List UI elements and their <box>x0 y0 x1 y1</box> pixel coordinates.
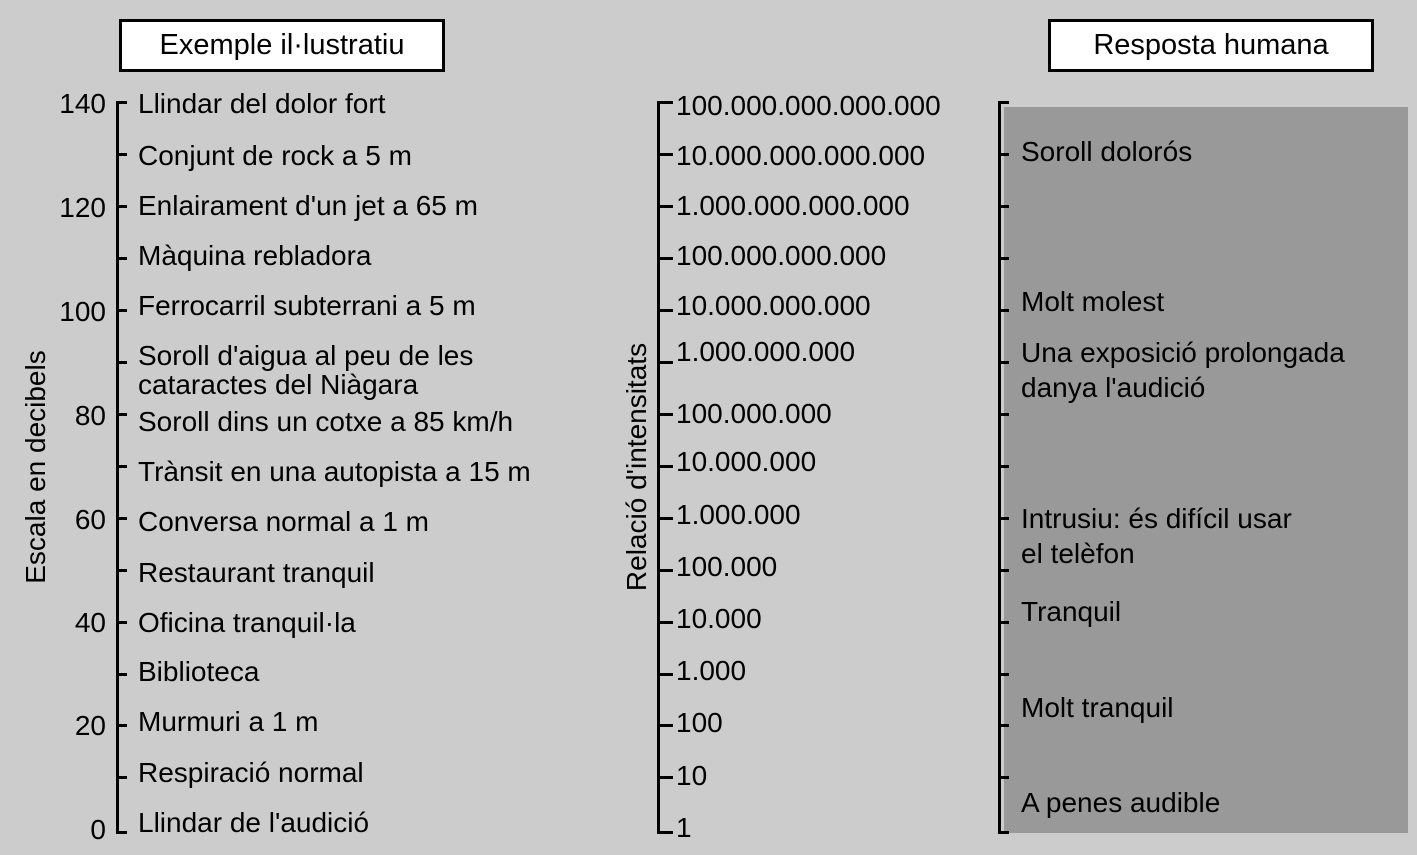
response-tick <box>998 101 1009 104</box>
intensity-label: 100.000.000.000 <box>676 240 887 271</box>
intensity-label: 10.000.000 <box>676 446 817 477</box>
decibel-label: 0 <box>90 814 106 845</box>
response-label: el telèfon <box>1021 538 1135 569</box>
intensity-tick <box>657 831 673 834</box>
intensity-label: 10 <box>676 760 708 791</box>
decibel-label: 140 <box>59 88 106 119</box>
decibel-tick <box>116 776 127 779</box>
intensity-label: 1.000.000.000 <box>676 336 856 367</box>
decibel-label: 40 <box>74 607 106 638</box>
intensity-tick <box>657 257 673 260</box>
example-label: Llindar de l'audició <box>138 807 370 838</box>
response-label: danya l'audició <box>1021 372 1206 403</box>
intensity-label: 100.000.000.000.000 <box>676 90 941 121</box>
response-label: Una exposició prolongada <box>1021 337 1345 368</box>
intensity-label: 100.000.000 <box>676 398 832 429</box>
example-label: Restaurant tranquil <box>138 557 375 588</box>
example-header: Exemple il·lustratiu <box>119 19 445 72</box>
response-tick <box>998 361 1009 364</box>
decibel-tick <box>116 413 127 416</box>
example-label: Llindar del dolor fort <box>138 88 386 119</box>
decibel-tick <box>116 465 127 468</box>
decibel-axis-title: Escala en decibels <box>20 350 51 584</box>
example-label: Soroll dins un cotxe a 85 km/h <box>138 406 514 437</box>
example-label: Murmuri a 1 m <box>138 706 319 737</box>
intensity-label: 1.000.000.000.000 <box>676 190 910 221</box>
intensity-label: 1.000.000 <box>676 499 801 530</box>
intensity-tick <box>657 361 673 364</box>
example-label: Oficina tranquil·la <box>138 607 356 638</box>
decibel-label: 80 <box>74 400 106 431</box>
response-tick <box>998 205 1009 208</box>
example-label: Enlairament d'un jet a 65 m <box>138 190 478 221</box>
example-label: Soroll d'aigua al peu de les <box>138 340 474 371</box>
intensity-tick <box>657 776 673 779</box>
decibel-tick <box>116 724 127 727</box>
response-label: Soroll dolorós <box>1021 136 1193 167</box>
response-tick <box>998 621 1009 624</box>
decibel-tick <box>116 205 127 208</box>
decibel-tick <box>116 569 127 572</box>
decibel-tick <box>116 101 127 104</box>
intensity-axis-title: Relació d'intensitats <box>621 342 652 592</box>
decibel-tick <box>116 673 127 676</box>
response-header: Resposta humana <box>1048 19 1374 72</box>
intensity-tick <box>657 724 673 727</box>
intensity-tick <box>657 153 673 156</box>
intensity-label: 10.000.000.000 <box>676 290 871 321</box>
response-label: Molt molest <box>1021 286 1165 317</box>
response-label: Tranquil <box>1021 596 1122 627</box>
intensity-label: 1 <box>676 812 692 843</box>
intensity-tick <box>657 101 673 104</box>
intensity-tick <box>657 621 673 624</box>
decibel-tick <box>116 831 127 834</box>
response-tick <box>998 776 1009 779</box>
decibel-label: 120 <box>59 192 106 223</box>
example-label: Trànsit en una autopista a 15 m <box>138 456 531 487</box>
intensity-tick <box>657 413 673 416</box>
response-tick <box>998 517 1009 520</box>
example-label: cataractes del Niàgara <box>138 369 419 400</box>
decibel-label: 20 <box>74 710 106 741</box>
response-panel <box>1004 107 1408 833</box>
intensity-tick <box>657 205 673 208</box>
example-label: Conjunt de rock a 5 m <box>138 140 412 171</box>
example-label: Respiració normal <box>138 757 364 788</box>
decibel-tick <box>116 517 127 520</box>
response-label: Molt tranquil <box>1021 692 1174 723</box>
intensity-tick <box>657 569 673 572</box>
decibel-tick <box>116 361 127 364</box>
decibel-tick <box>116 153 127 156</box>
decibel-tick <box>116 621 127 624</box>
response-tick <box>998 153 1009 156</box>
response-tick <box>998 309 1009 312</box>
response-tick <box>998 413 1009 416</box>
response-tick <box>998 569 1009 572</box>
intensity-label: 100.000 <box>676 551 778 582</box>
response-label: A penes audible <box>1021 787 1221 818</box>
intensity-tick <box>657 673 673 676</box>
response-tick <box>998 831 1009 834</box>
response-tick <box>998 465 1009 468</box>
example-label: Ferrocarril subterrani a 5 m <box>138 290 476 321</box>
intensity-label: 10.000 <box>676 603 762 634</box>
example-label: Conversa normal a 1 m <box>138 506 430 537</box>
decibel-tick <box>116 309 127 312</box>
intensity-label: 10.000.000.000.000 <box>676 140 926 171</box>
example-label: Biblioteca <box>138 656 260 687</box>
decibel-label: 60 <box>74 504 106 535</box>
example-label: Màquina rebladora <box>138 240 372 271</box>
decibel-label: 100 <box>59 296 106 327</box>
response-tick <box>998 724 1009 727</box>
intensity-tick <box>657 517 673 520</box>
intensity-tick <box>657 465 673 468</box>
intensity-label: 100 <box>676 707 723 738</box>
response-tick <box>998 673 1009 676</box>
intensity-tick <box>657 309 673 312</box>
intensity-label: 1.000 <box>676 655 747 686</box>
decibel-tick <box>116 257 127 260</box>
response-label: Intrusiu: és difícil usar <box>1021 503 1292 534</box>
response-tick <box>998 257 1009 260</box>
